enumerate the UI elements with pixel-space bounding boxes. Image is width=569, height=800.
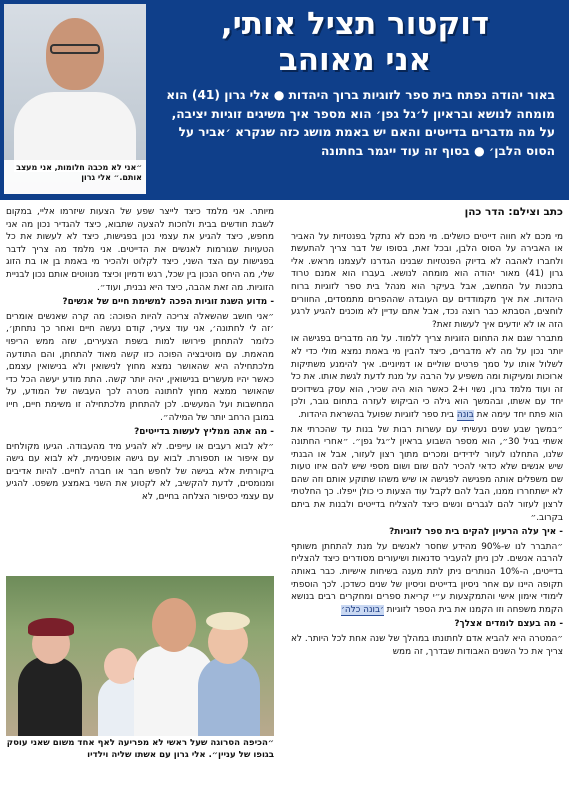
paragraph [291,541,563,617]
paragraph: מי מכם לא חווה דייטים כושלים. מי מכם לא נתקל בפנטזיות על האביר או האבירה על הסוס הלבן, ובכל זאת, בסופו של דבר צריך להתעשת ולחברו לאהבה לא בדיוק הפנטזיות שבנינו הגדרנו לעצמנו מראש. אלי גרון (41) מאור יהודה הוא מומחה לנושא. בעברו הוא אמנם טרוד בתכנות על המחשב, אבל בעיקר הוא מנהל בית ספר לזוגיות ברוח היהדות. את איך מקמודדים עם העובדה שההפרים מתמסדים, החוורים לוחצים, הסבתא כבר רוצה נכד, אבל אתם עדיין לא מוכנים להגיע לרגע הזה או לא יודעים איך לעשות זאת? [291,231,564,330]
byline: כתב וצילם: הדר כהן [464,206,563,218]
portrait-photo [4,4,146,194]
person-child-hair [206,612,250,630]
paragraph-text: מתברר שגם את התחום הזוגיות צריך ללמוד. על מה מדברים בפגישה או יותר נכון על מה לא מדברים, כיצד להבין מי באמת נמצא מולי כדי לא לשלול אותו על סמך פרטים שוליים או דמיוניים. איך להימנע משתיקות ארוכות ומעיקות ומה משפיע על הרבה על מנת לדעת לגשת אותו. את כל זה ועוד מלמד גרון, נשוי ו+2 כאשר הוא היה שכיר, הוא עסק בשידוכים יחד עם אשתו, ובהמשך הוא גילה כי הביקוש לעזרה בתחום גובר, ולכן הוא פתח יחד עימה את [291,334,563,420]
header-banner [0,0,569,200]
person-father-face [152,598,196,652]
headline-line-1: דוקטור תציל אותי, [220,6,490,42]
subheading: - מה אתה ממליץ לעשות בדייטים? [134,427,274,438]
portrait-head [46,18,104,90]
paragraph-text: ״התברר לנו ש-90% מהידע שחסר לאנשים על מנת להתחתן משותף להרבה אנשים. לכן ניתן להעביר סדנאות ושיעורים מסודרים כיצד להצליח בדייטים, ה-10% הנותרים ניתן לתת מענה בשיחות אישיות. כבר באותה תקופה היינו עם אחר ניסיון בדייטים וניסיון של שנים כשדכן. לכך הוספתי לימודי אימון אישי והתמקצעות ע״י קריאת ספרים ומחקרים רבים בנושא הקמת משפחה וזו הקמנו את בית הספר לזוגיות [291,541,564,615]
school-link[interactable]: בונה [456,409,474,420]
paragraph: ״אני חושב שהשאלה צריכה להיות הפוכה: מה קרה שאנשים אומרים ׳זה לי לחתונה׳, אני עוד צעיר, קודם נעשה חיים ואחר כך נתחתן׳, כלומר להתחתן פירושו למות בשפת הצעירים, שזה ממש הריפוי מהאמת. עם מוטיבציה הפוכה כזו קשה מאוד להתחתן, והם התודעה מלכתחילה היא שהאושר נמצא מחוץ לנישואין ולא בנישואין עצמם, כאשר יהיו מעשרים בנישואין, יהיה יותר קשה. התת מודע יעשה הכל כדי שהאושר ממצא מחוץ לחתונה מטרה לכך העבשה של המודע, על המחשבות ועל המעשים. לכן להתחתן מלכתחילה זו משימת חיים, חייו במובן הרחב יותר של המילה״. [6,311,274,423]
subheading: - מה בעצם לומדים אצלך? [454,619,563,630]
school-link[interactable]: ׳בונה כלה׳ [341,604,384,615]
lede: באור יהודה נפתח בית ספר לזוגיות ברוך היהדות ● אלי גרון (41) הוא מומחה לנושא ובראיון ל׳גל גפן׳ הוא מספר איך משיגים זוגיות יציבה, על מה מדברים בדייטים והאם יש באמת מושג כזה שנקרא ׳אביר על הסוס הלבן׳ ● בסוף זה עוד ייגמר בחתונה [166,88,555,158]
subheading: - מדוע השגת זוגיות הפכה למשימת חיים של אנשים? [62,297,274,308]
paragraph: ״לא לבוא רעבים או עייפים. לא להגיע מיד מהעבודה. הגיעו מקולחים עם איפור או תספורת. לבוא עם גישה אופטימית, לא לבוא עם גישה ביקורתית אלא בגישה של לחפש חבר או חברה לחיים. להיות אדיבים ומנומסים, לדעת להקשיב, לא לקטוע את השני באמצע משפט. להגיע עם עצמי כסיפור הצלחה בחיים, לא [6,441,274,503]
paragraph: ״במשך שבע שנים נעשיתי עם עשרות רבות של בנות עד שהכרתי את אשתי בגיל 30״, הוא מספר השבוע בראיון ל״גל גפן״. ״אחרי החתונה שלנו, התחלנו לעזור לידידים ומכרים מתוך רצון לעזור, אבל או הבנתי שיש אנשים שלא כדאי להכיר להם שום ושום מספי שיש להם איזו טעות שם משפלים אותה מפגישה לפגישה או שיש משהו שתוקע אותם וזה שהם לא ישתחררו ממנו, הבל להם לקבל עוד הצעות כי כולן ייפלו. כך החלטתי לרצון לעזור להם לגברים ונשים כיצד להצליח בדייטים ולבנות את ביתם בקרוב.״ [291,424,564,523]
right-column [291,206,563,660]
person-mother-hat [28,618,74,636]
photo-caption: ״הכיפה הסרוגה שעל ראשי לא מפריעה לאף אחד משום שאני עוסק בגופו של עניין״. אלי גרון עם אשתו שליה וילדיו [6,738,274,760]
portrait-caption: ״אני לא מכבה חלומות, אני מעצב אותם.״ אלי גרון [4,160,146,194]
paragraph-text: בית ספר לזוגיות שפועל בהשראת היהדות. [297,409,457,420]
paragraph: ״המטרה היא להביא אדם לחתונתו במהלך של שנה אחת לכל היותר. לא צריך את כל השנים האבודות שבדרך, זה ממש [291,634,563,657]
headline-line-2: אני מאוהב [278,42,432,78]
person-baby-face [104,648,138,684]
person-child [198,656,260,736]
paragraph: מיותר. אני מלמד כיצד לייצר שפע של הצעות שיזרמו אליי, במקום לשבת חודשים בבית ולחכות להצעה שתבוא, כיצד להגדיר נכון מה אני מחפש, כיצד להגיע את עצמי נכון בפגישות, כיצד לא לעשות את כל הטעויות שגורמות לאנשים את הדייטים. אני מלמד מה צריך לדבר בפגישות עם הצד השני, כיצד לקלוט ולהכיר מי באמת בן או בת הזוג שלי, מה היחס הנכון בין שכל, רגש ודמיון וכיצד מנווטים אותם נכון לבניית הזוגיות. מה זאת אהבה, כיצד היא נבנית, ועוד״. [6,207,274,293]
portrait-glasses [50,44,100,54]
subheading: - איך עלה הרעיון להקים בית ספר לזוגיות? [389,527,563,538]
headline [155,6,555,78]
family-photo [6,576,274,736]
paragraph [291,333,563,421]
person-mother [18,656,82,736]
left-column [6,206,274,506]
